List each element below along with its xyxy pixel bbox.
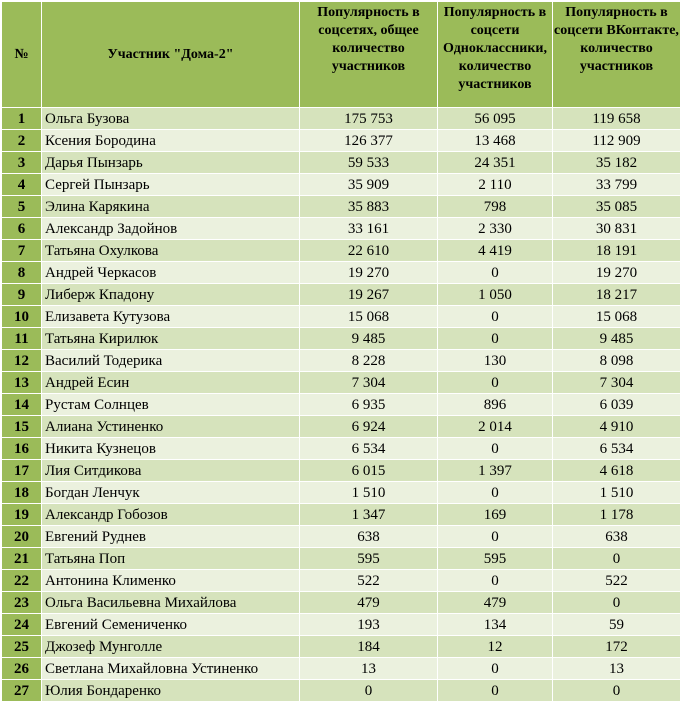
odnoklassniki-count: 24 351 bbox=[438, 152, 553, 174]
vkontakte-count: 1 178 bbox=[553, 504, 681, 526]
total-count: 595 bbox=[300, 548, 438, 570]
participant-name: Джозеф Мунголле bbox=[42, 636, 300, 658]
table-row bbox=[2, 416, 681, 438]
vkontakte-count: 172 bbox=[553, 636, 681, 658]
odnoklassniki-count: 134 bbox=[438, 614, 553, 636]
table-row bbox=[2, 218, 681, 240]
participant-name: Антонина Клименко bbox=[42, 570, 300, 592]
participant-name: Ксения Бородина bbox=[42, 130, 300, 152]
total-count: 22 610 bbox=[300, 240, 438, 262]
total-count: 1 347 bbox=[300, 504, 438, 526]
participant-name: Ольга Бузова bbox=[42, 108, 300, 130]
odnoklassniki-count: 0 bbox=[438, 658, 553, 680]
popularity-table bbox=[1, 1, 681, 702]
vkontakte-count: 119 658 bbox=[553, 108, 681, 130]
participant-name: Татьяна Кирилюк bbox=[42, 328, 300, 350]
odnoklassniki-count: 0 bbox=[438, 372, 553, 394]
total-count: 638 bbox=[300, 526, 438, 548]
row-number: 1 bbox=[2, 108, 42, 130]
row-number: 13 bbox=[2, 372, 42, 394]
participant-name: Ольга Васильевна Михайлова bbox=[42, 592, 300, 614]
table-row bbox=[2, 548, 681, 570]
row-number: 25 bbox=[2, 636, 42, 658]
total-count: 1 510 bbox=[300, 482, 438, 504]
participant-name: Татьяна Охулкова bbox=[42, 240, 300, 262]
vkontakte-count: 112 909 bbox=[553, 130, 681, 152]
participant-name: Никита Кузнецов bbox=[42, 438, 300, 460]
vkontakte-count: 0 bbox=[553, 680, 681, 702]
total-count: 35 883 bbox=[300, 196, 438, 218]
column-header-odnoklassniki: Популярность в соцсети Одноклассники, количество участников bbox=[438, 2, 553, 108]
table-row bbox=[2, 394, 681, 416]
row-number: 2 bbox=[2, 130, 42, 152]
odnoklassniki-count: 2 330 bbox=[438, 218, 553, 240]
row-number: 17 bbox=[2, 460, 42, 482]
odnoklassniki-count: 1 397 bbox=[438, 460, 553, 482]
column-header-number: № bbox=[2, 2, 42, 108]
row-number: 27 bbox=[2, 680, 42, 702]
total-count: 6 924 bbox=[300, 416, 438, 438]
participant-name: Татьяна Поп bbox=[42, 548, 300, 570]
vkontakte-count: 6 039 bbox=[553, 394, 681, 416]
row-number: 24 bbox=[2, 614, 42, 636]
row-number: 7 bbox=[2, 240, 42, 262]
odnoklassniki-count: 0 bbox=[438, 306, 553, 328]
vkontakte-count: 0 bbox=[553, 592, 681, 614]
total-count: 126 377 bbox=[300, 130, 438, 152]
table-row bbox=[2, 482, 681, 504]
participant-name: Юлия Бондаренко bbox=[42, 680, 300, 702]
odnoklassniki-count: 798 bbox=[438, 196, 553, 218]
participant-name: Рустам Солнцев bbox=[42, 394, 300, 416]
vkontakte-count: 33 799 bbox=[553, 174, 681, 196]
total-count: 8 228 bbox=[300, 350, 438, 372]
total-count: 522 bbox=[300, 570, 438, 592]
odnoklassniki-count: 0 bbox=[438, 570, 553, 592]
table-row bbox=[2, 174, 681, 196]
total-count: 7 304 bbox=[300, 372, 438, 394]
participant-name: Светлана Михайловна Устиненко bbox=[42, 658, 300, 680]
row-number: 20 bbox=[2, 526, 42, 548]
odnoklassniki-count: 0 bbox=[438, 526, 553, 548]
odnoklassniki-count: 1 050 bbox=[438, 284, 553, 306]
total-count: 193 bbox=[300, 614, 438, 636]
row-number: 22 bbox=[2, 570, 42, 592]
vkontakte-count: 18 191 bbox=[553, 240, 681, 262]
row-number: 23 bbox=[2, 592, 42, 614]
odnoklassniki-count: 896 bbox=[438, 394, 553, 416]
row-number: 4 bbox=[2, 174, 42, 196]
table-row bbox=[2, 658, 681, 680]
odnoklassniki-count: 0 bbox=[438, 482, 553, 504]
table-row bbox=[2, 350, 681, 372]
total-count: 59 533 bbox=[300, 152, 438, 174]
table-row bbox=[2, 438, 681, 460]
table-row bbox=[2, 636, 681, 658]
vkontakte-count: 8 098 bbox=[553, 350, 681, 372]
row-number: 5 bbox=[2, 196, 42, 218]
participant-name: Алиана Устиненко bbox=[42, 416, 300, 438]
row-number: 14 bbox=[2, 394, 42, 416]
row-number: 16 bbox=[2, 438, 42, 460]
odnoklassniki-count: 0 bbox=[438, 680, 553, 702]
participant-name: Александр Задойнов bbox=[42, 218, 300, 240]
table-row bbox=[2, 526, 681, 548]
table-row bbox=[2, 130, 681, 152]
table-row bbox=[2, 196, 681, 218]
table-row bbox=[2, 460, 681, 482]
odnoklassniki-count: 169 bbox=[438, 504, 553, 526]
table-row bbox=[2, 152, 681, 174]
vkontakte-count: 0 bbox=[553, 548, 681, 570]
total-count: 6 534 bbox=[300, 438, 438, 460]
column-header-participant: Участник "Дома-2" bbox=[42, 2, 300, 108]
vkontakte-count: 35 085 bbox=[553, 196, 681, 218]
vkontakte-count: 30 831 bbox=[553, 218, 681, 240]
total-count: 184 bbox=[300, 636, 438, 658]
odnoklassniki-count: 12 bbox=[438, 636, 553, 658]
vkontakte-count: 522 bbox=[553, 570, 681, 592]
row-number: 12 bbox=[2, 350, 42, 372]
table-row bbox=[2, 592, 681, 614]
column-header-total: Популярность в соцсетях, общее количество участников bbox=[300, 2, 438, 108]
odnoklassniki-count: 0 bbox=[438, 262, 553, 284]
vkontakte-count: 18 217 bbox=[553, 284, 681, 306]
row-number: 6 bbox=[2, 218, 42, 240]
odnoklassniki-count: 0 bbox=[438, 328, 553, 350]
table-row bbox=[2, 570, 681, 592]
participant-name: Елизавета Кутузова bbox=[42, 306, 300, 328]
vkontakte-count: 15 068 bbox=[553, 306, 681, 328]
row-number: 8 bbox=[2, 262, 42, 284]
header-row bbox=[2, 2, 681, 108]
total-count: 35 909 bbox=[300, 174, 438, 196]
table-row bbox=[2, 328, 681, 350]
total-count: 9 485 bbox=[300, 328, 438, 350]
table-row bbox=[2, 108, 681, 130]
participant-name: Лия Ситдикова bbox=[42, 460, 300, 482]
total-count: 479 bbox=[300, 592, 438, 614]
vkontakte-count: 4 910 bbox=[553, 416, 681, 438]
row-number: 19 bbox=[2, 504, 42, 526]
participant-name: Андрей Черкасов bbox=[42, 262, 300, 284]
total-count: 13 bbox=[300, 658, 438, 680]
table-body bbox=[2, 108, 681, 702]
total-count: 175 753 bbox=[300, 108, 438, 130]
vkontakte-count: 638 bbox=[553, 526, 681, 548]
row-number: 15 bbox=[2, 416, 42, 438]
odnoklassniki-count: 4 419 bbox=[438, 240, 553, 262]
odnoklassniki-count: 2 014 bbox=[438, 416, 553, 438]
odnoklassniki-count: 2 110 bbox=[438, 174, 553, 196]
row-number: 10 bbox=[2, 306, 42, 328]
total-count: 6 015 bbox=[300, 460, 438, 482]
participant-name: Евгений Руднев bbox=[42, 526, 300, 548]
table-row bbox=[2, 284, 681, 306]
participant-name: Василий Тодерика bbox=[42, 350, 300, 372]
table-row bbox=[2, 504, 681, 526]
total-count: 33 161 bbox=[300, 218, 438, 240]
participant-name: Элина Карякина bbox=[42, 196, 300, 218]
table-row bbox=[2, 372, 681, 394]
participant-name: Либерж Кпадону bbox=[42, 284, 300, 306]
column-header-vkontakte: Популярность в соцсети ВКонтакте, количество участников bbox=[553, 2, 681, 108]
total-count: 6 935 bbox=[300, 394, 438, 416]
row-number: 26 bbox=[2, 658, 42, 680]
odnoklassniki-count: 130 bbox=[438, 350, 553, 372]
total-count: 19 270 bbox=[300, 262, 438, 284]
participant-name: Дарья Пынзарь bbox=[42, 152, 300, 174]
vkontakte-count: 7 304 bbox=[553, 372, 681, 394]
row-number: 9 bbox=[2, 284, 42, 306]
odnoklassniki-count: 595 bbox=[438, 548, 553, 570]
total-count: 0 bbox=[300, 680, 438, 702]
participant-name: Евгений Семениченко bbox=[42, 614, 300, 636]
row-number: 18 bbox=[2, 482, 42, 504]
vkontakte-count: 9 485 bbox=[553, 328, 681, 350]
participant-name: Сергей Пынзарь bbox=[42, 174, 300, 196]
odnoklassniki-count: 56 095 bbox=[438, 108, 553, 130]
table-row bbox=[2, 680, 681, 702]
vkontakte-count: 4 618 bbox=[553, 460, 681, 482]
row-number: 11 bbox=[2, 328, 42, 350]
row-number: 3 bbox=[2, 152, 42, 174]
vkontakte-count: 19 270 bbox=[553, 262, 681, 284]
vkontakte-count: 59 bbox=[553, 614, 681, 636]
row-number: 21 bbox=[2, 548, 42, 570]
total-count: 19 267 bbox=[300, 284, 438, 306]
table-row bbox=[2, 614, 681, 636]
table-header bbox=[2, 2, 681, 108]
participant-name: Андрей Есин bbox=[42, 372, 300, 394]
odnoklassniki-count: 13 468 bbox=[438, 130, 553, 152]
participant-name: Богдан Ленчук bbox=[42, 482, 300, 504]
participant-name: Александр Гобозов bbox=[42, 504, 300, 526]
odnoklassniki-count: 479 bbox=[438, 592, 553, 614]
total-count: 15 068 bbox=[300, 306, 438, 328]
vkontakte-count: 13 bbox=[553, 658, 681, 680]
table-row bbox=[2, 240, 681, 262]
table-row bbox=[2, 262, 681, 284]
odnoklassniki-count: 0 bbox=[438, 438, 553, 460]
table-row bbox=[2, 306, 681, 328]
vkontakte-count: 1 510 bbox=[553, 482, 681, 504]
vkontakte-count: 6 534 bbox=[553, 438, 681, 460]
vkontakte-count: 35 182 bbox=[553, 152, 681, 174]
